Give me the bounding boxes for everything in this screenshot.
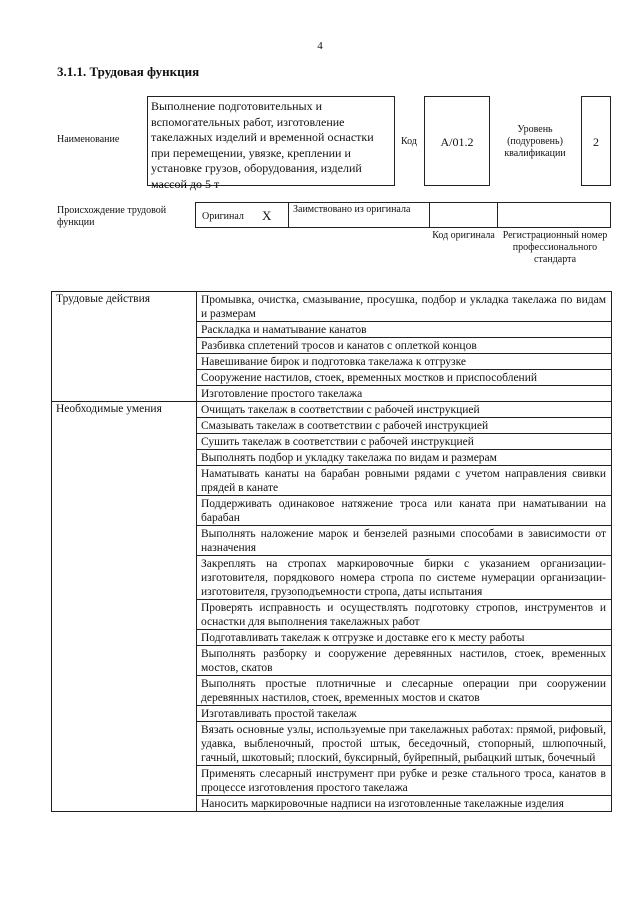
category-cell: Трудовые действия xyxy=(52,292,197,402)
item-cell: Смазывать такелаж в соответствии с рабочей инструкцией xyxy=(197,418,612,434)
item-cell: Навешивание бирок и подготовка такелажа к отгрузке xyxy=(197,354,612,370)
borrowed-cell xyxy=(288,202,430,228)
function-name-field: Выполнение подготовительных и вспомогательных работ, изготовление такелажных изделий и временной оснастки при перемещении, увязке, креплении и установке грузов, оборудования, изделий массой до 5 т xyxy=(147,96,395,186)
borrowed-label: Заимствовано из оригинала xyxy=(293,204,411,215)
table-row xyxy=(52,292,612,322)
section-title: 3.1.1. Трудовая функция xyxy=(57,64,200,79)
item-cell: Выполнять разборку и сооружение деревянных настилов, стоек, временных мостов, скатов xyxy=(197,646,612,676)
item-cell: Выполнять простые плотничные и слесарные операции при сооружении деревянных настилов, стоек, временных мостов и скатов xyxy=(197,676,612,706)
qualification-level-label: Уровень (подуровень) квалификации xyxy=(504,124,566,159)
item-cell: Выполнять наложение марок и бензелей разными способами в зависимости от назначения xyxy=(197,526,612,556)
item-cell: Сооружение настилов, стоек, временных мостков и приспособлений xyxy=(197,370,612,386)
item-cell: Наносить маркировочные надписи на изготовленные такелажные изделия xyxy=(197,796,612,812)
item-cell: Подготавливать такелаж к отгрузке и доставке его к месту работы xyxy=(197,630,612,646)
labor-function-table xyxy=(51,291,612,812)
item-cell: Применять слесарный инструмент при рубке и резке стального троса, канатов в процессе изготовления простого такелажа xyxy=(197,766,612,796)
item-cell: Промывка, очистка, смазывание, просушка, подбор и укладка такелажа по видам и размерам xyxy=(197,292,612,322)
item-cell: Разбивка сплетений тросов и канатов с оплеткой концов xyxy=(197,338,612,354)
name-label: Наименование xyxy=(57,134,120,145)
item-cell: Закреплять на стропах маркировочные бирки с указанием организации-изготовителя, порядкового номера стропа по системе нумерации организации-изготовителя, грузоподъемности стропа, даты испытания xyxy=(197,556,612,600)
category-cell: Необходимые умения xyxy=(52,402,197,812)
code-original-cell xyxy=(429,202,498,228)
table-row xyxy=(52,402,612,418)
qualification-level-value: 2 xyxy=(581,96,611,186)
code-label: Код xyxy=(401,136,417,147)
original-cell xyxy=(195,202,289,228)
item-cell: Проверять исправность и осуществлять подготовку стропов, инструментов и оснастки для выполнения такелажных работ xyxy=(197,600,612,630)
original-label: Оригинал xyxy=(202,211,244,222)
reg-number-label: Регистрационный номер профессионального стандарта xyxy=(502,230,608,265)
item-cell: Выполнять подбор и укладку такелажа по видам и размерам xyxy=(197,450,612,466)
item-cell: Наматывать канаты на барабан ровными рядами с учетом направления свивки прядей в канате xyxy=(197,466,612,496)
item-cell: Вязать основные узлы, используемые при такелажных работах: прямой, рифовый, удавка, выбленочный, простой штык, беседочный, стопорный, шлюпочный, гачный, шкотовый; плоский, буксирный, буйрепный, рыбацкий штык, бочечный xyxy=(197,722,612,766)
item-cell: Изготовление простого такелажа xyxy=(197,386,612,402)
code-original-label: Код оригинала xyxy=(432,230,495,241)
table-body xyxy=(52,292,612,812)
code-value: A/01.2 xyxy=(424,96,490,186)
item-cell: Поддерживать одинаковое натяжение троса или каната при наматывании на барабан xyxy=(197,496,612,526)
origin-label: Происхождение трудовой функции xyxy=(57,205,167,228)
item-cell: Очищать такелаж в соответствии с рабочей инструкцией xyxy=(197,402,612,418)
item-cell: Сушить такелаж в соответствии с рабочей инструкцией xyxy=(197,434,612,450)
item-cell: Изготавливать простой такелаж xyxy=(197,706,612,722)
page-number: 4 xyxy=(317,40,323,52)
reg-number-cell xyxy=(497,202,611,228)
item-cell: Раскладка и наматывание канатов xyxy=(197,322,612,338)
original-mark: X xyxy=(262,208,272,223)
